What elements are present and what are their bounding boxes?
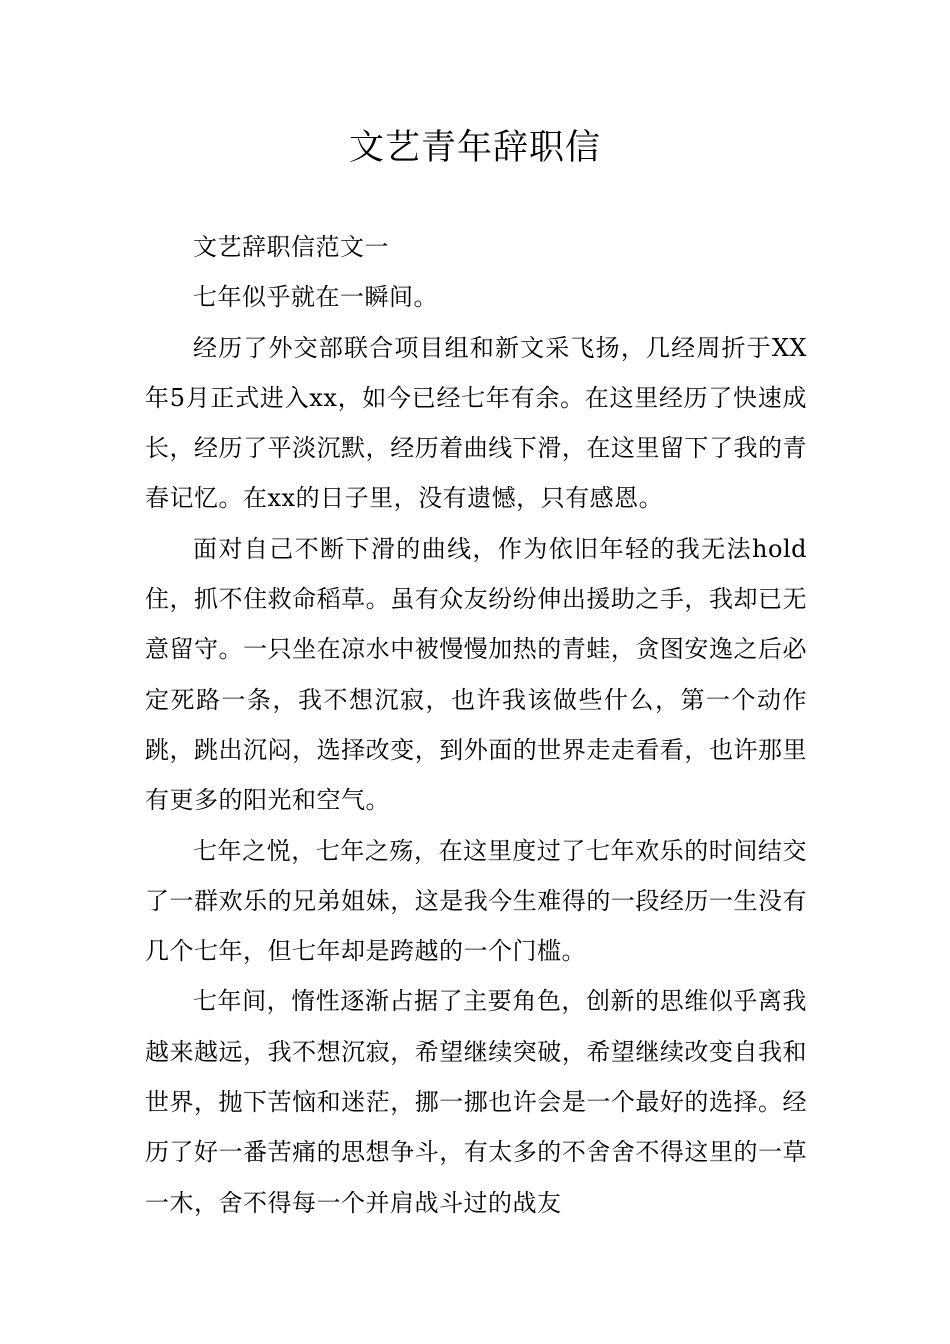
- paragraph-heading: 文艺辞职信范文一: [193, 233, 389, 261]
- paragraph: 七年之悦，七年之殇，在这里度过了七年欢乐的时间结交了一群欢乐的兄弟姐妹，这是我今生难得的一段经历一生没有几个七年，但七年却是跨越的一个门槛。: [145, 836, 807, 966]
- paragraph: 经历了外交部联合项目组和新文采飞扬，几经周折于XX年5月正式进入xx，如今已经七年有余。在这里经历了快速成长，经历了平淡沉默，经历着曲线下滑，在这里留下了我的青春记忆。在xx的日子里，没有遗憾，只有感恩。: [145, 333, 807, 513]
- document-body: [145, 222, 807, 1228]
- paragraph: 七年间，惰性逐渐占据了主要角色，创新的思维似乎离我越来越远，我不想沉寂，希望继续突破，希望继续改变自我和世界，抛下苦恼和迷茫，挪一挪也许会是一个最好的选择。经历了好一番苦痛的思想争斗，有太多的不舍舍不得这里的一草一木，舍不得每一个并肩战斗过的战友: [145, 987, 807, 1217]
- document-title: 文艺青年辞职信: [348, 128, 601, 168]
- paragraph: 面对自己不断下滑的曲线，作为依旧年轻的我无法hold住，抓不住救命稻草。虽有众友纷纷伸出援助之手，我却已无意留守。一只坐在凉水中被慢慢加热的青蛙，贪图安逸之后必定死路一条，我不想沉寂，也许我该做些什么，第一个动作跳，跳出沉闷，选择改变，到外面的世界走走看看，也许那里有更多的阳光和空气。: [145, 534, 807, 815]
- paragraph: 七年似乎就在一瞬间。: [193, 283, 438, 312]
